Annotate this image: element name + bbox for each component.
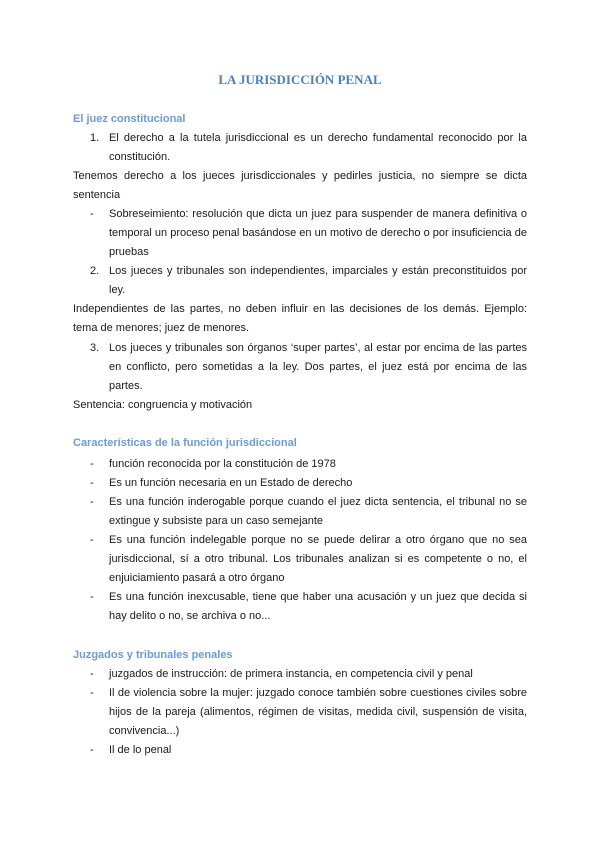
bullet-item bbox=[73, 531, 527, 588]
list-item-text: función reconocida por la constitución de 1978 bbox=[109, 458, 336, 470]
list-marker: - bbox=[90, 477, 94, 489]
list-marker: - bbox=[90, 208, 94, 220]
numbered-item-2 bbox=[73, 262, 527, 300]
bullet-item bbox=[73, 455, 527, 474]
list-item-text: Sobreseimiento: resolución que dicta un juez para suspender de manera definitiva o temporal un proceso penal basándose en un motivo de derecho o por insuficiencia de pruebas bbox=[109, 208, 527, 258]
bullet-item bbox=[73, 474, 527, 493]
list-marker: 3. bbox=[90, 342, 100, 354]
list-marker: - bbox=[90, 534, 94, 546]
list-item-text: Es una función indelegable porque no se puede delirar a otro órgano que no sea jurisdiccional, sí a otro tribunal. Los tribunales analizan si es competente o no, el enjuiciamiento pasará a otro órgano bbox=[109, 534, 527, 584]
list-item-text: El derecho a la tutela jurisdiccional es un derecho fundamental reconocido por la constitución. bbox=[109, 132, 527, 163]
list-item-text: Es un función necesaria en un Estado de derecho bbox=[109, 477, 353, 489]
list-item-text: Los jueces y tribunales son independientes, imparciales y están preconstituidos por ley. bbox=[109, 265, 527, 296]
list-marker: - bbox=[90, 668, 94, 680]
numbered-item-1 bbox=[73, 129, 527, 167]
bullet-item bbox=[73, 684, 527, 741]
document-title: LA JURISDICCIÓN PENAL bbox=[218, 72, 382, 87]
bullet-item-sobreseimiento bbox=[73, 205, 527, 262]
list-marker: - bbox=[90, 744, 94, 756]
list-item-text: Los jueces y tribunales son órganos ‘super partes’, al estar por encima de las partes en conflicto, pero sometidas a la ley. Dos partes, el juez está por encima de las partes. bbox=[109, 342, 527, 392]
list-item-text: Es una función inexcusable, tiene que haber una acusación y un juez que decida si hay delito o no, se archiva o no... bbox=[109, 591, 527, 622]
numbered-item-3 bbox=[73, 339, 527, 396]
paragraph: Tenemos derecho a los jueces jurisdiccionales y pedirles justicia, no siempre se dicta sentencia bbox=[73, 170, 527, 201]
list-item-text: Il de lo penal bbox=[109, 744, 172, 756]
list-marker: - bbox=[90, 591, 94, 603]
list-item-text: Il de violencia sobre la mujer: juzgado conoce también sobre cuestiones civiles sobre hijos de la pareja (alimentos, régimen de visitas, medida civil, suspensión de visita, convivencia...) bbox=[109, 687, 527, 737]
bullet-item bbox=[73, 741, 527, 760]
list-marker: - bbox=[90, 458, 94, 470]
list-item-text: juzgados de instrucción: de primera instancia, en competencia civil y penal bbox=[109, 668, 473, 680]
paragraph: Independientes de las partes, no deben influir en las decisiones de los demás. Ejemplo: tema de menores; juez de menores. bbox=[73, 303, 527, 334]
section-heading-caracteristicas: Características de la función jurisdiccional bbox=[73, 437, 297, 449]
list-item-text: Es una función inderogable porque cuando el juez dicta sentencia, el tribunal no se extingue y subsiste para un caso semejante bbox=[109, 496, 527, 527]
paragraph: Sentencia: congruencia y motivación bbox=[73, 399, 253, 411]
list-marker: - bbox=[90, 687, 94, 699]
list-marker: 2. bbox=[90, 265, 100, 277]
bullet-item bbox=[73, 493, 527, 531]
section-heading-juez-constitucional: El juez constitucional bbox=[73, 113, 186, 125]
section-heading-juzgados: Juzgados y tribunales penales bbox=[73, 649, 233, 661]
bullet-item bbox=[73, 588, 527, 626]
bullet-item bbox=[73, 665, 527, 684]
list-marker: 1. bbox=[90, 132, 100, 144]
list-marker: - bbox=[90, 496, 94, 508]
